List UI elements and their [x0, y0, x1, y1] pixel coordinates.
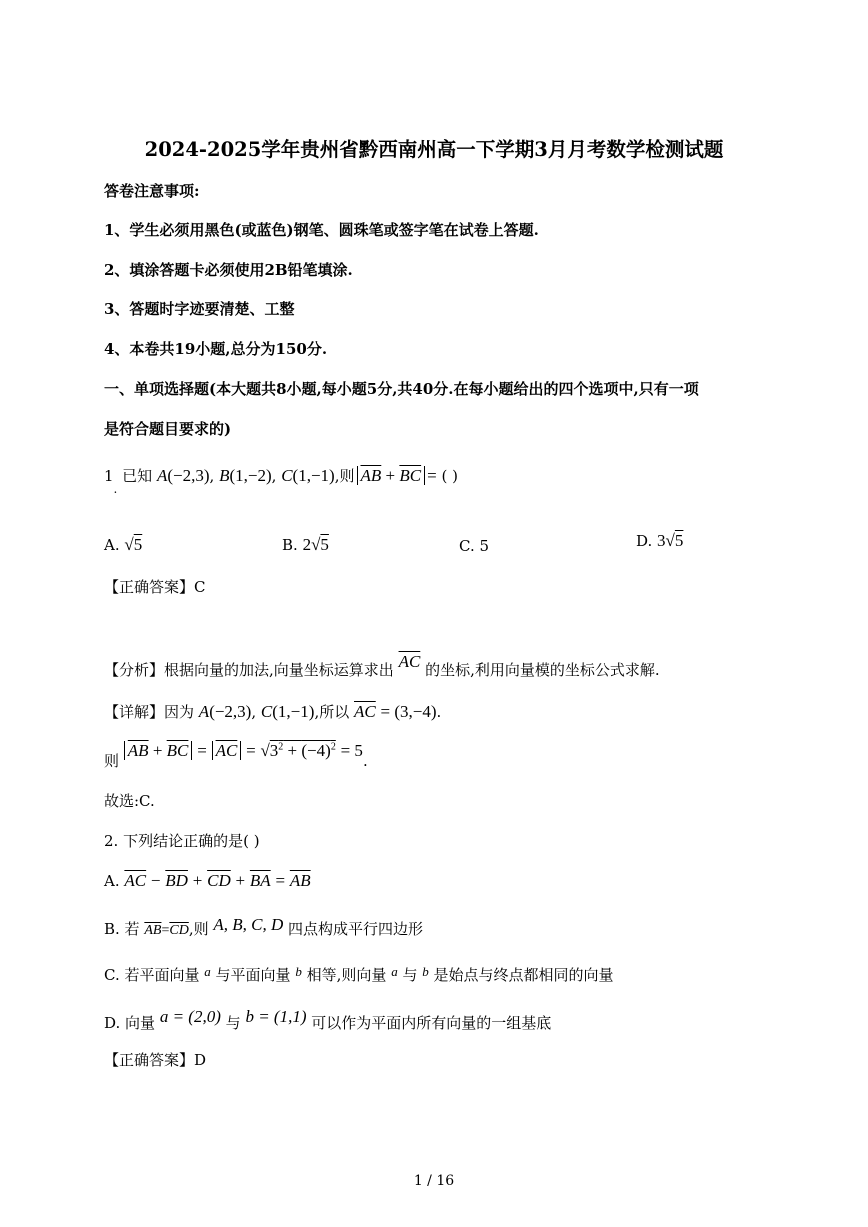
vector-a: a	[204, 964, 211, 979]
point-c: C	[260, 702, 273, 721]
option-text: 是始点与终点都相同的向量	[433, 966, 614, 984]
question-1-stem	[104, 465, 458, 496]
option-text: 与	[402, 966, 418, 984]
vector-b: b	[422, 964, 429, 979]
point-b-coord: (1,−2)	[229, 466, 272, 485]
vector-a: a	[391, 964, 398, 979]
point-b: B	[219, 466, 230, 485]
option-text: 与平面向量	[215, 966, 291, 984]
question-1-choice: 故选:C.	[104, 792, 155, 810]
vector-bc: $\overline{BC}$	[399, 466, 422, 485]
option-label: C.	[459, 537, 475, 555]
option-text: 可以作为平面内所有向量的一组基底	[311, 1014, 552, 1032]
plus-sign: +	[235, 871, 246, 890]
option-d	[636, 531, 683, 551]
question-number: 1	[104, 467, 114, 485]
magnitude-calculation: 则 $\overline{AB} + \overline{BC} = \overline{AC} = √3^2 + (-4)^2 = 5$.	[104, 741, 368, 770]
vector-ab: $\overline{AB}$	[360, 466, 382, 485]
notice-item-4: 4、本卷共19小题,总分为150分.	[104, 340, 328, 358]
term: (−4)	[301, 741, 331, 760]
question-1-prefix: 已知	[122, 467, 153, 485]
option-label: A.	[104, 536, 120, 554]
vector-ab: $\overline{AB}$	[144, 923, 162, 938]
then-text: 则	[104, 752, 120, 770]
notice-heading: 答卷注意事项:	[104, 182, 200, 200]
question-2-option-d	[104, 1007, 552, 1033]
vector-ac: $\overline{AC}$	[398, 652, 421, 671]
separator: ,	[251, 703, 257, 721]
analysis-text-end: 的坐标,利用向量模的坐标公式求解.	[425, 661, 660, 679]
question-number-dot: .	[113, 482, 118, 496]
exponent: 2	[278, 741, 284, 753]
section-heading-line2: 是符合题目要求的)	[104, 420, 232, 438]
point-a-coord: (−2,3)	[209, 702, 252, 721]
vector-bc: $\overline{BC}$	[166, 741, 189, 760]
option-label: B.	[282, 536, 298, 554]
notice-item-2: 2、填涂答题卡必须使用2B铅笔填涂.	[104, 261, 353, 279]
equals-sign: =	[246, 741, 256, 760]
then-text: ,则	[188, 920, 209, 938]
sqrt-icon: √	[124, 535, 134, 554]
result: = 5	[340, 741, 363, 760]
point-c: C	[281, 466, 293, 485]
plus-sign: +	[152, 741, 163, 760]
option-label: B. 若	[104, 920, 140, 938]
plus-sign: +	[385, 466, 396, 485]
sqrt-icon: √	[665, 531, 675, 550]
vector-term: $\overline{CD}$	[207, 871, 231, 890]
point-c-coord: (1,−1)	[272, 702, 315, 721]
point-a: A	[156, 466, 168, 485]
term: 3	[269, 741, 279, 760]
option-value: 5	[133, 535, 143, 554]
vector-cd: $\overline{CD}$	[169, 923, 189, 938]
point-list: A, B, C, D	[213, 915, 284, 934]
option-coefficient: 2	[302, 535, 312, 554]
option-value: 5	[320, 535, 329, 554]
radicand: $3^2 + (-4)^2$	[269, 741, 336, 760]
sqrt-icon: √	[311, 535, 321, 554]
question-2-stem: 2. 下列结论正确的是( )	[104, 832, 260, 850]
question-2-option-a	[104, 871, 311, 891]
separator: ,	[209, 467, 215, 485]
option-b	[282, 535, 329, 555]
section-heading-line1: 一、单项选择题(本大题共8小题,每小题5分,共40分.在每小题给出的四个选项中,只有一项	[104, 380, 699, 398]
document-title: 2024-2025学年贵州省黔西南州高一下学期3月月考数学检测试题	[144, 138, 724, 161]
option-text: 相等,则向量	[306, 966, 387, 984]
sqrt-icon: √	[260, 741, 270, 760]
then-text: ,则	[334, 467, 355, 485]
option-label: A.	[104, 872, 120, 890]
question-1-detail: 【详解】因为 A(−2,3), C(1,−1),所以 $\overline{AC} = (3,-4)$.	[104, 702, 442, 721]
answer-blank: ( )	[441, 467, 458, 485]
vector-term: $\overline{AB}$	[289, 871, 311, 890]
question-2-answer: 【正确答案】D	[104, 1051, 207, 1069]
option-c	[459, 537, 489, 555]
question-2-option-b	[104, 915, 424, 939]
vector-term: $\overline{BD}$	[165, 871, 188, 890]
equals-sign: =	[197, 741, 207, 760]
notice-item-3: 3、答题时字迹要清楚、工整	[104, 300, 295, 318]
plus-sign: +	[192, 871, 203, 890]
option-value: 5	[479, 537, 490, 555]
option-text: 四点构成平行四边形	[288, 920, 424, 938]
minus-sign: −	[150, 871, 161, 890]
vector-ac-magnitude	[212, 741, 242, 760]
question-1-answer: 【正确答案】C	[104, 578, 206, 596]
option-a	[104, 535, 142, 555]
equals-sign: =	[427, 466, 437, 485]
page-number: 1 / 16	[413, 1173, 455, 1189]
point-a: A	[198, 702, 210, 721]
option-coefficient: 3	[657, 531, 666, 550]
vector-a-def: a = (2,0)	[159, 1007, 221, 1026]
detail-label: 【详解】因为	[104, 703, 195, 721]
vector-ac: $\overline{AC}$	[215, 741, 238, 760]
vector-term: $\overline{BA}$	[249, 871, 271, 890]
point-c-coord: (1,−1)	[292, 466, 335, 485]
vector-term: $\overline{AC}$	[124, 871, 147, 890]
notice-item-1: 1、学生必须用黑色(或蓝色)钢笔、圆珠笔或签字笔在试卷上答题.	[104, 221, 539, 239]
option-text: 与	[225, 1014, 241, 1032]
analysis-text: 【分析】根据向量的加法,向量坐标运算求出	[104, 661, 394, 679]
vector-ab: $\overline{AB}$	[127, 741, 149, 760]
equals-sign: =	[161, 923, 170, 938]
vector-ac-result: = (3,−4)	[380, 702, 437, 721]
vector-sum-magnitude	[357, 466, 426, 485]
option-text: C. 若平面向量	[104, 966, 200, 984]
question-1-analysis	[104, 652, 660, 680]
vector-b-def: b = (1,1)	[245, 1007, 307, 1026]
vector-sum-magnitude	[124, 741, 193, 760]
so-text: ,所以	[314, 703, 350, 721]
separator: ,	[271, 467, 277, 485]
option-label: D.	[636, 532, 653, 550]
vector-ac: $\overline{AC}$	[354, 702, 376, 721]
point-a-coord: (−2,3)	[167, 466, 210, 485]
exponent: 2	[330, 741, 336, 753]
option-value: 5	[674, 531, 684, 550]
option-text: D. 向量	[104, 1014, 156, 1032]
vector-b: b	[295, 964, 302, 979]
equals-sign: =	[275, 871, 286, 890]
question-2-option-c	[104, 964, 614, 985]
